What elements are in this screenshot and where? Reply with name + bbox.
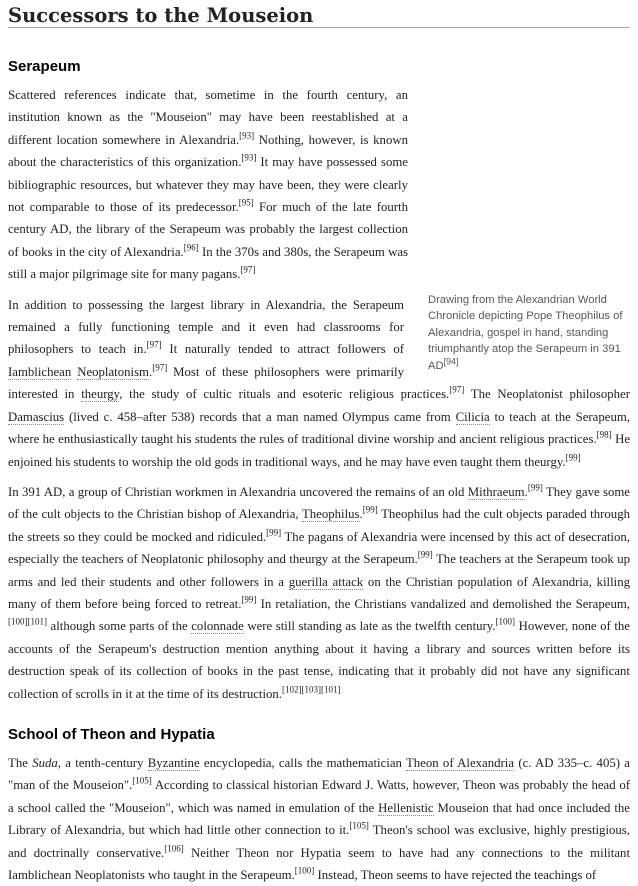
citation[interactable]: [99] [417, 549, 433, 560]
link-theophilus[interactable]: Theophilus [301, 507, 360, 522]
italic-suda: Suda [32, 755, 58, 770]
citation[interactable]: [97] [240, 264, 256, 275]
citation[interactable]: [99] [266, 527, 282, 538]
link-damascius[interactable]: Damascius [8, 409, 65, 424]
citation[interactable]: [99] [527, 482, 543, 493]
citation[interactable]: [99] [241, 594, 257, 605]
citation[interactable]: [100] [294, 865, 315, 876]
citation[interactable]: [99] [362, 505, 378, 516]
link-neoplatonism[interactable]: Neoplatonism [77, 364, 149, 379]
citation[interactable]: [97] [146, 340, 162, 351]
citation[interactable]: [100][101] [8, 617, 47, 628]
serapeum-paragraph-3: In 391 AD, a group of Christian workmen in Alexandria uncovered the remains of an old Mithraeum.[99] They gave some of the cult objects to the Christian bishop of Alexandria, Theophilus.[99] Theophilus had the cult objects paraded through the streets so they could be mocked and ridiculed.[99] The pagans of Alexandria were incensed by this act of desecration, especially the teachers of Neoplatonic philosophy and theurgy at the Serapeum.[99] The teachers at the Serapeum took up arms and led their students and other followers in a guerilla attack on the Christian population of Alexandria, killing many of them before being forced to retreat.[99] In retaliation, the Christians vandalized and demolished the Serapeum,[100][101] although some parts of the colonnade were still standing as late as the twelfth century.[100] However, none of the accounts of the Serapeum's destruction mention anything about it having a library and sources written before its destruction speak of its collection of books in the past tense, indicating that it probably did not have any significant collection of scrolls in it at the time of its destruction.[102][103][101] [8, 482, 631, 701]
theon-hypatia-heading: School of Theon and Hypatia [8, 725, 215, 743]
serapeum-heading: Serapeum [8, 58, 81, 75]
link-theon-of-alexandria[interactable]: Theon of Alexandria [405, 755, 515, 770]
citation[interactable]: [93] [241, 152, 257, 163]
citation[interactable]: [97] [449, 385, 465, 396]
citation[interactable]: [98] [596, 429, 612, 440]
citation[interactable]: [94] [443, 356, 459, 367]
link-cilicia[interactable]: Cilicia [455, 409, 490, 424]
citation[interactable]: [102][103][101] [282, 684, 341, 695]
citation[interactable]: [95] [238, 197, 254, 208]
citation[interactable]: [99] [565, 452, 581, 463]
serapeum-paragraph-2: In addition to possessing the largest library in Alexandria, the Serapeum remained a fully functioning temple and it even had classrooms for philosophers to teach in.[97] It naturally tended to attract followers of Iamblichean Neoplatonism.[97] Most of these philosophers were primarily interested in theurgy, the study of cultic rituals and esoteric religious practices.[97] The Neoplatonist philosopher Damascius (lived c. 458–after 538) records that a man named Olympus came from Cilicia to teach at the Serapeum, where he enthusiastically taught his students the rules of traditional divine worship and ancient religious practices.[98] He enjoined his students to worship the old gods in traditional ways, and he may have even taught them theurgy.[99] [8, 297, 630, 469]
serapeum-figure [428, 286, 628, 375]
section-title: Successors to the Mouseion [8, 0, 630, 28]
citation[interactable]: [96] [183, 242, 199, 253]
link-iamblichean[interactable]: Iamblichean [8, 364, 72, 379]
serapeum-paragraph-1: Scattered references indicate that, sometime in the fourth century, an institution known as the "Mouseion" may have been reestablished at a different location somewhere in Alexandria.[93] Nothing, however, is known about the characteristics of this organization.[93] It may have possessed some bibliographic resources, but whatever they may have been, they were clearly not comparable to those of its predecessor.[95] For much of the late fourth century AD, the library of the Serapeum was probably the largest collection of books in the city of Alexandria.[96] In the 370s and 380s, the Serapeum was still a major pilgrimage site for many pagans.[97] [8, 88, 408, 282]
citation[interactable]: [97] [152, 362, 168, 373]
link-theurgy[interactable]: theurgy [81, 387, 120, 402]
link-guerilla-attack[interactable]: guerilla attack [288, 574, 364, 589]
citation[interactable]: [106] [164, 843, 184, 854]
figure-caption: Drawing from the Alexandrian World Chronicle depicting Pope Theophilus of Alexandria, gospel in hand, standing triumphantly atop the Serapeum in 391 AD[94] [428, 293, 623, 373]
theon-paragraph-1: The Suda, a tenth-century Byzantine encyclopedia, calls the mathematician Theon of Alexandria (c. AD 335–c. 405) a "man of the Mouseion".[105] According to classical historian Edward J. Watts, however, Theon was probably the head of a school called the "Mouseion", which was named in emulation of the Hellenistic Mouseion that had once included the Library of Alexandria, but which had little other connection to it.[105] Theon's school was exclusive, highly prestigious, and doctrinally conservative.[106] Neither Theon nor Hypatia seem to have had any connections to the militant Iamblichean Neoplatonists who taught in the Serapeum.[100] Instead, Theon seems to have rejected the teachings of [8, 755, 630, 882]
link-colonnade[interactable]: colonnade [191, 619, 244, 634]
citation[interactable]: [100] [495, 617, 516, 628]
citation[interactable]: [105] [132, 776, 152, 787]
citation[interactable]: [105] [349, 820, 369, 831]
citation[interactable]: [93] [239, 130, 255, 141]
link-mithraeum[interactable]: Mithraeum [467, 484, 525, 499]
link-byzantine[interactable]: Byzantine [147, 755, 200, 770]
link-hellenistic[interactable]: Hellenistic [378, 800, 434, 815]
